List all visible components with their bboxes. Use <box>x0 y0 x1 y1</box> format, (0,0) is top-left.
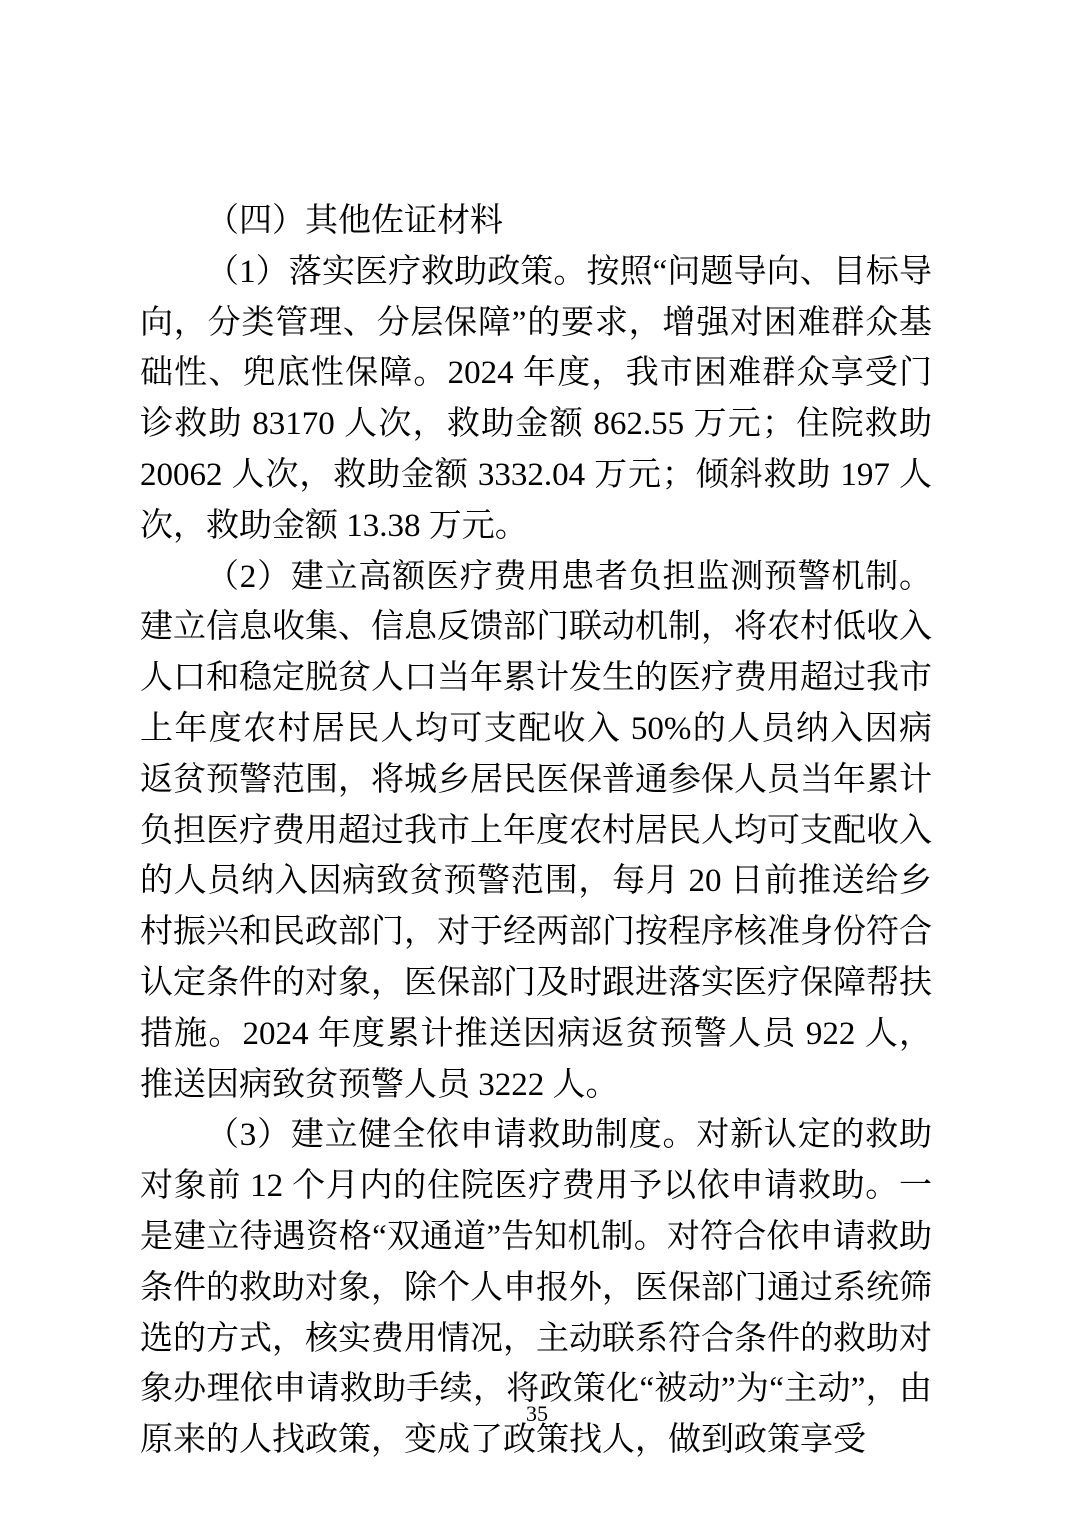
document-body <box>140 196 932 1466</box>
paragraph-high-cost-monitoring-mechanism: （2）建立高额医疗费用患者负担监测预警机制。建立信息收集、信息反馈部门联动机制，将农村低收入人口和稳定脱贫人口当年累计发生的医疗费用超过我市上年度农村居民人均可支配收入 50%的人员纳入因病返贫预警范围，将城乡居民医保普通参保人员当年累计负担医疗费用超过我市上年度农村居民人均可支配收入的人员纳入因病致贫预警范围，每月 20 日前推送给乡村振兴和民政部门，对于经两部门按程序核准身份符合认定条件的对象，医保部门及时跟进落实医疗保障帮扶措施。2024 年度累计推送因病返贫预警人员 922 人，推送因病致贫预警人员 3222 人。 <box>140 558 932 1103</box>
paragraph-application-based-assistance-system: （3）建立健全依申请救助制度。对新认定的救助对象前 12 个月内的住院医疗费用予以依申请救助。一是建立待遇资格“双通道”告知机制。对符合依申请救助条件的救助对象，除个人申报外，医保部门通过系统筛选的方式，核实费用情况，主动联系符合条件的救助对象办理依申请救助手续，将政策化“被动”为“主动”，由原来的人找政策，变成了政策找人，做到政策享受 <box>140 1117 932 1459</box>
page-footer <box>0 1400 1074 1428</box>
page-number: 35 <box>526 1401 548 1426</box>
paragraph-medical-assistance-policy: （1）落实医疗救助政策。按照“问题导向、目标导向，分类管理、分层保障”的要求，增强对困难群众基础性、兜底性保障。2024 年度，我市困难群众享受门诊救助 83170 人次，救助金额 862.55 万元；住院救助 20062 人次，救助金额 3332.04 万元；倾斜救助 197 人次，救助金额 13.38 万元。 <box>140 253 932 544</box>
section-heading: （四）其他佐证材料 <box>206 203 503 239</box>
